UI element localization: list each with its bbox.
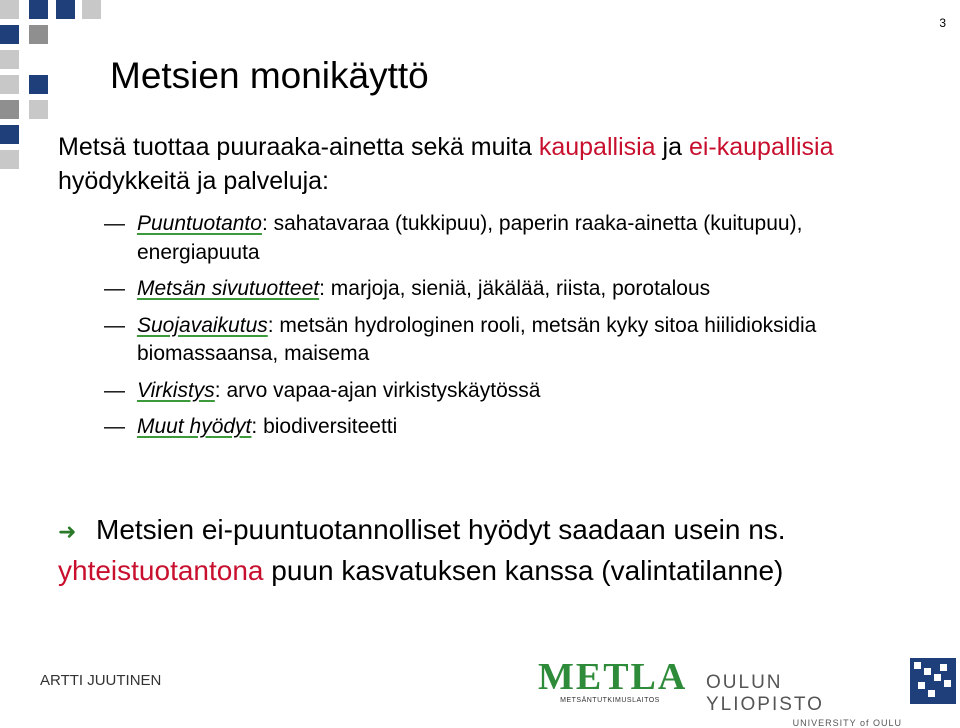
decor-square (0, 0, 19, 19)
list-item (104, 275, 884, 304)
intro-text-part: hyödykkeitä ja palveluja: (58, 167, 329, 195)
bullet-text: : arvo vapaa-ajan virkistyskäytössä (214, 378, 541, 402)
bullet-text: : metsän hydrologinen rooli, metsän kyky sitoa hiilidioksidia biomassaansa, maisema (137, 313, 817, 366)
highlight-joint-production: yhteistuotantona (58, 554, 264, 586)
decor-square (29, 100, 48, 119)
conclusion (58, 510, 948, 591)
bullet-term: Suojavaikutus (137, 313, 268, 337)
conclusion-text-part: puun kasvatuksen kanssa (valintatilanne) (263, 554, 784, 586)
decor-square (56, 0, 75, 19)
decor-square (29, 25, 48, 44)
decor-square (82, 0, 101, 19)
metla-logo-subtitle: METSÄNTUTKIMUSLAITOS (560, 697, 660, 704)
metla-logo (538, 656, 688, 704)
page-number: 3 (939, 16, 946, 30)
oulu-logo-text: OULUN YLIOPISTO (706, 672, 824, 715)
decor-square (0, 125, 19, 144)
bullet-term: Metsän sivutuotteet (137, 277, 320, 301)
slide-title: Metsien monikäyttö (110, 55, 429, 96)
decor-square (29, 0, 48, 19)
decor-square (0, 25, 19, 44)
bullet-text: : marjoja, sieniä, jäkälää, riista, porotalous (319, 277, 711, 301)
oulu-emblem-icon (910, 658, 956, 704)
metla-logo-text: METLA (538, 656, 688, 698)
decor-square (29, 75, 48, 94)
bullet-text: : biodiversiteetti (251, 415, 398, 439)
decor-square (0, 75, 19, 94)
benefit-list (104, 210, 884, 450)
highlight-commercial: kaupallisia (538, 133, 656, 161)
list-item (104, 210, 884, 267)
bullet-term: Muut hyödyt (137, 415, 252, 439)
list-item (104, 377, 884, 406)
footer-author: ARTTI JUUTINEN (40, 672, 162, 689)
highlight-non-commercial: ei-kaupallisia (688, 133, 834, 161)
intro-text-part: Metsä tuottaa puuraaka-ainetta sekä muita (58, 133, 539, 161)
oulu-logo-subtitle: UNIVERSITY of OULU (792, 718, 902, 728)
decor-square (0, 100, 19, 119)
intro-text (58, 130, 928, 198)
conclusion-text-part: Metsien ei-puuntuotannolliset hyödyt saadaan usein ns. (96, 514, 786, 545)
decor-square (0, 50, 19, 69)
intro-text-part: ja (655, 133, 689, 161)
oulu-logo (706, 672, 902, 728)
decor-square (0, 150, 19, 169)
bullet-term: Puuntuotanto (137, 212, 262, 235)
arrow-right-icon: ➜ (58, 519, 77, 544)
list-item (104, 413, 884, 442)
list-item (104, 312, 884, 369)
bullet-term: Virkistys (137, 378, 215, 402)
bullet-text: : sahatavaraa (tukkipuu), paperin raaka-ainetta (kuitupuu), energiapuuta (137, 212, 803, 264)
